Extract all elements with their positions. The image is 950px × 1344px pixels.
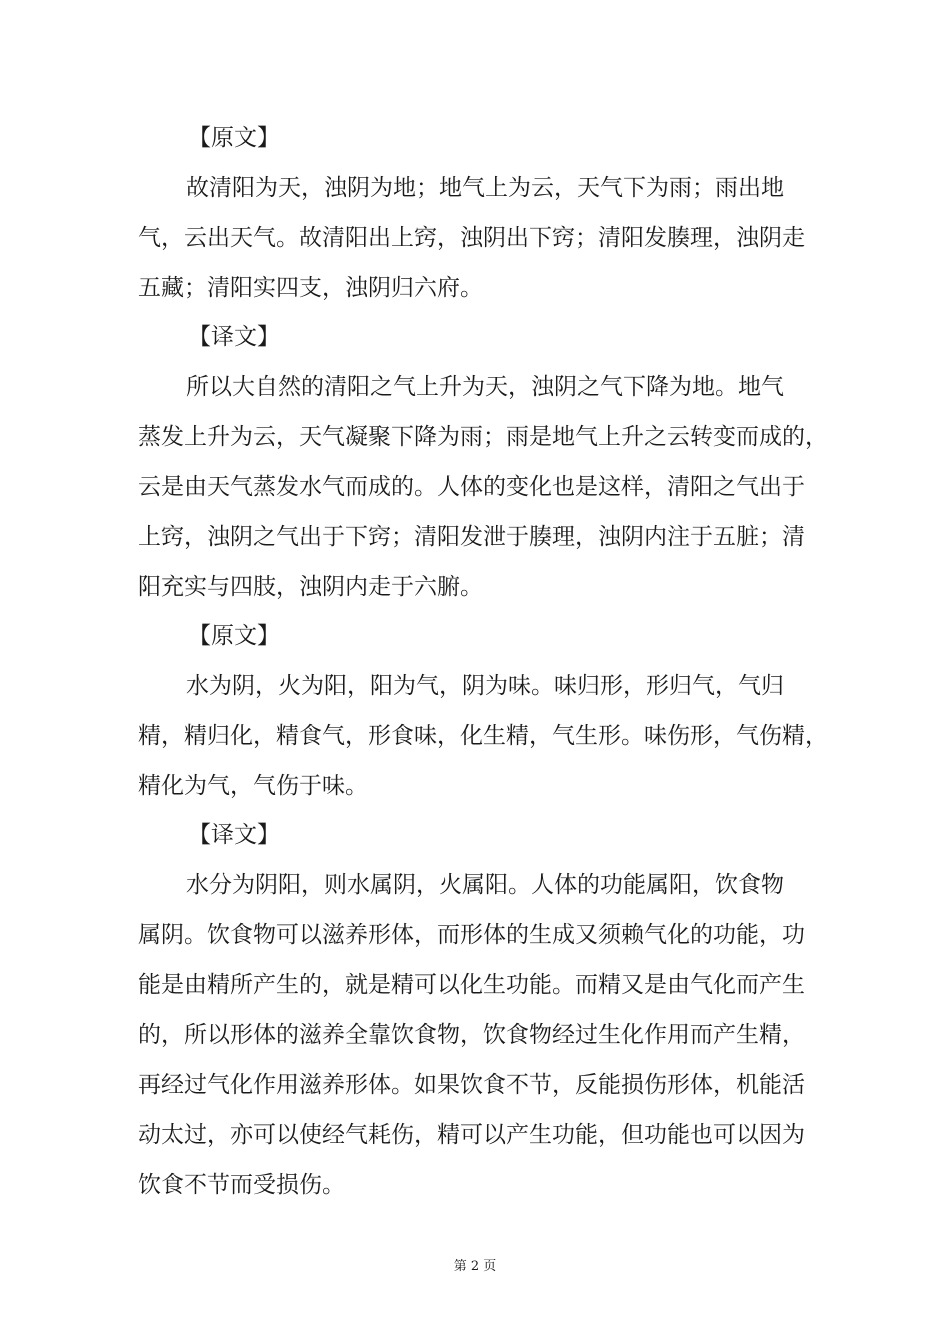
paragraph-line: 动太过，亦可以使经气耗伤，精可以产生功能，但功能也可以因为 xyxy=(138,1122,805,1148)
section-heading-original: 【原文】 xyxy=(188,623,280,649)
paragraph-line: 阳充实与四肢，浊阴内走于六腑。 xyxy=(138,574,483,600)
paragraph-line: 故清阳为天，浊阴为地；地气上为云，天气下为雨；雨出地 xyxy=(186,175,784,201)
paragraph-line: 精化为气，气伤于味。 xyxy=(138,773,368,799)
paragraph-line: 的，所以形体的滋养全靠饮食物，饮食物经过生化作用而产生精， xyxy=(138,1022,805,1048)
paragraph-line: 云是由天气蒸发水气而成的。人体的变化也是这样，清阳之气出于 xyxy=(138,474,805,500)
paragraph-line: 五藏；清阳实四支，浊阴归六府。 xyxy=(138,275,483,301)
paragraph-line: 气，云出天气。故清阳出上窍，浊阴出下窍；清阳发腠理，浊阴走 xyxy=(138,225,805,251)
paragraph-line: 能是由精所产生的，就是精可以化生功能。而精又是由气化而产生 xyxy=(138,972,805,998)
paragraph-line: 精，精归化，精食气，形食味，化生精，气生形。味伤形，气伤精， xyxy=(138,723,828,749)
paragraph-line: 再经过气化作用滋养形体。如果饮食不节，反能损伤形体，机能活 xyxy=(138,1072,805,1098)
paragraph-line: 所以大自然的清阳之气上升为天，浊阴之气下降为地。地气 xyxy=(186,374,784,400)
paragraph-line: 水为阴，火为阳，阳为气，阴为味。味归形，形归气，气归 xyxy=(186,673,784,699)
paragraph-line: 上窍，浊阴之气出于下窍；清阳发泄于腠理，浊阴内注于五脏；清 xyxy=(138,524,805,550)
page-number: 第 2 页 xyxy=(453,1259,497,1274)
section-heading-original: 【原文】 xyxy=(188,125,280,151)
paragraph-line: 水分为阴阳，则水属阴，火属阳。人体的功能属阳，饮食物 xyxy=(186,872,784,898)
paragraph-line: 饮食不节而受损伤。 xyxy=(138,1172,345,1198)
paragraph-line: 蒸发上升为云，天气凝聚下降为雨；雨是地气上升之云转变而成的， xyxy=(138,424,828,450)
section-heading-translation: 【译文】 xyxy=(188,324,280,350)
section-heading-translation: 【译文】 xyxy=(188,822,280,848)
paragraph-line: 属阴。饮食物可以滋养形体，而形体的生成又须赖气化的功能，功 xyxy=(138,922,805,948)
